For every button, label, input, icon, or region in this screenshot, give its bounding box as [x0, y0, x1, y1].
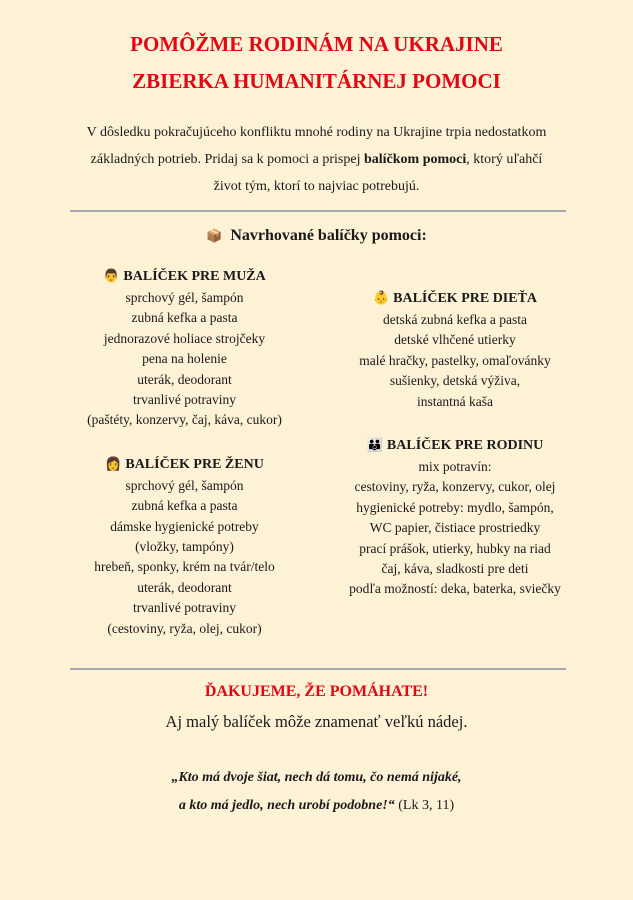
package-item: mix potravín: — [418, 459, 492, 475]
man-icon: 👨 — [103, 268, 120, 283]
package-item: prací prášok, utierky, hubky na riad — [359, 540, 551, 556]
quote-line-1: „Kto má dvoje šiat, nech dá tomu, čo nemá nijaké, — [171, 770, 462, 785]
package-item: čaj, káva, sladkosti pre deti — [381, 561, 529, 577]
package-item: hygienické potreby: mydlo, šampón, — [356, 499, 554, 515]
package-item: (vložky, tampóny) — [135, 539, 234, 555]
intro-bold: balíčkom pomoci — [363, 152, 467, 167]
package-item: trvanlivé potraviny — [132, 392, 237, 408]
package-item: jednorazové holiace strojčeky — [103, 330, 266, 346]
package-icon: 📦 — [206, 228, 223, 243]
package-item: (paštéty, konzervy, čaj, káva, cukor) — [87, 412, 282, 428]
thanks-heading: ĎAKUJEME, ŽE POMÁHATE! — [204, 683, 429, 700]
package-woman-title-text: BALÍČEK PRE ŽENU — [125, 456, 264, 472]
package-man-title — [62, 265, 307, 288]
package-woman — [62, 453, 307, 639]
package-woman-items — [62, 476, 307, 639]
section-heading — [0, 227, 633, 245]
divider-bottom — [70, 668, 566, 670]
package-item: zubná kefka a pasta — [131, 310, 238, 326]
family-icon: 👪 — [366, 437, 383, 453]
package-item: detská zubná kefka a pasta — [383, 312, 527, 327]
package-item: instantná kaša — [416, 393, 494, 409]
package-item: podľa možností: deka, baterka, sviečky — [349, 581, 561, 597]
section-title: Navrhované balíčky pomoci: — [230, 227, 427, 244]
title-line-2: ZBIERKA HUMANITÁRNEJ POMOCI — [132, 69, 501, 93]
baby-icon: 👶 — [372, 290, 390, 305]
package-item: sprchový gél, šampón — [125, 477, 244, 493]
package-item: trvanlivé potraviny — [132, 600, 237, 616]
intro-paragraph — [80, 119, 553, 200]
package-child-items — [330, 310, 580, 412]
package-item: sušienky, detská výživa, — [389, 373, 521, 389]
package-family — [330, 434, 580, 600]
package-item: (cestoviny, ryža, olej, cukor) — [107, 620, 262, 636]
package-item: detské vlhčené utierky — [394, 332, 516, 348]
package-woman-title — [62, 453, 307, 476]
package-child-title — [330, 287, 580, 310]
intro-text-after: , ktorý uľahčí život tým, ktorí to najviac potrebujú. — [213, 152, 543, 194]
package-item: hrebeň, sponky, krém na tvár/telo — [94, 559, 275, 575]
package-item: uterák, deodorant — [137, 579, 232, 595]
package-family-title-text: BALÍČEK PRE RODINU — [386, 438, 544, 454]
hope-line: Aj malý balíček môže znamenať veľkú nádej. — [165, 712, 468, 731]
package-item: uterák, deodorant — [137, 371, 232, 387]
package-item: dámske hygienické potreby — [110, 518, 259, 534]
column-right — [330, 287, 580, 600]
package-item: zubná kefka a pasta — [131, 498, 238, 514]
package-item: WC papier, čistiace prostriedky — [369, 520, 541, 536]
package-man-items — [62, 288, 307, 431]
package-item: sprchový gél, šampón — [125, 290, 244, 305]
package-item: cestoviny, ryža, konzervy, cukor, olej — [354, 479, 556, 495]
package-item: pena na holenie — [142, 351, 227, 367]
column-left — [62, 265, 307, 639]
divider-top — [70, 210, 566, 212]
package-man-title-text: BALÍČEK PRE MUŽA — [123, 269, 266, 284]
package-child-title-text: BALÍČEK PRE DIEŤA — [393, 291, 538, 306]
title-line-1: POMÔŽME RODINÁM NA UKRAJINE — [130, 32, 503, 56]
quote-reference: (Lk 3, 11) — [394, 798, 455, 813]
woman-icon: 👩 — [105, 455, 122, 471]
package-item: malé hračky, pastelky, omaľovánky — [359, 352, 551, 368]
package-family-title — [330, 434, 580, 457]
bible-quote — [0, 764, 633, 820]
package-family-items — [330, 457, 580, 600]
quote-line-2: a kto má jedlo, nech urobí podobne!“ — [178, 798, 395, 813]
package-child — [330, 287, 580, 412]
intro-text-before: V dôsledku pokračujúceho konfliktu mnohé rodiny na Ukrajine trpia nedostatkom základných potrieb. Pridaj sa k pomoci a prispej — [86, 125, 547, 167]
package-man — [62, 265, 307, 431]
